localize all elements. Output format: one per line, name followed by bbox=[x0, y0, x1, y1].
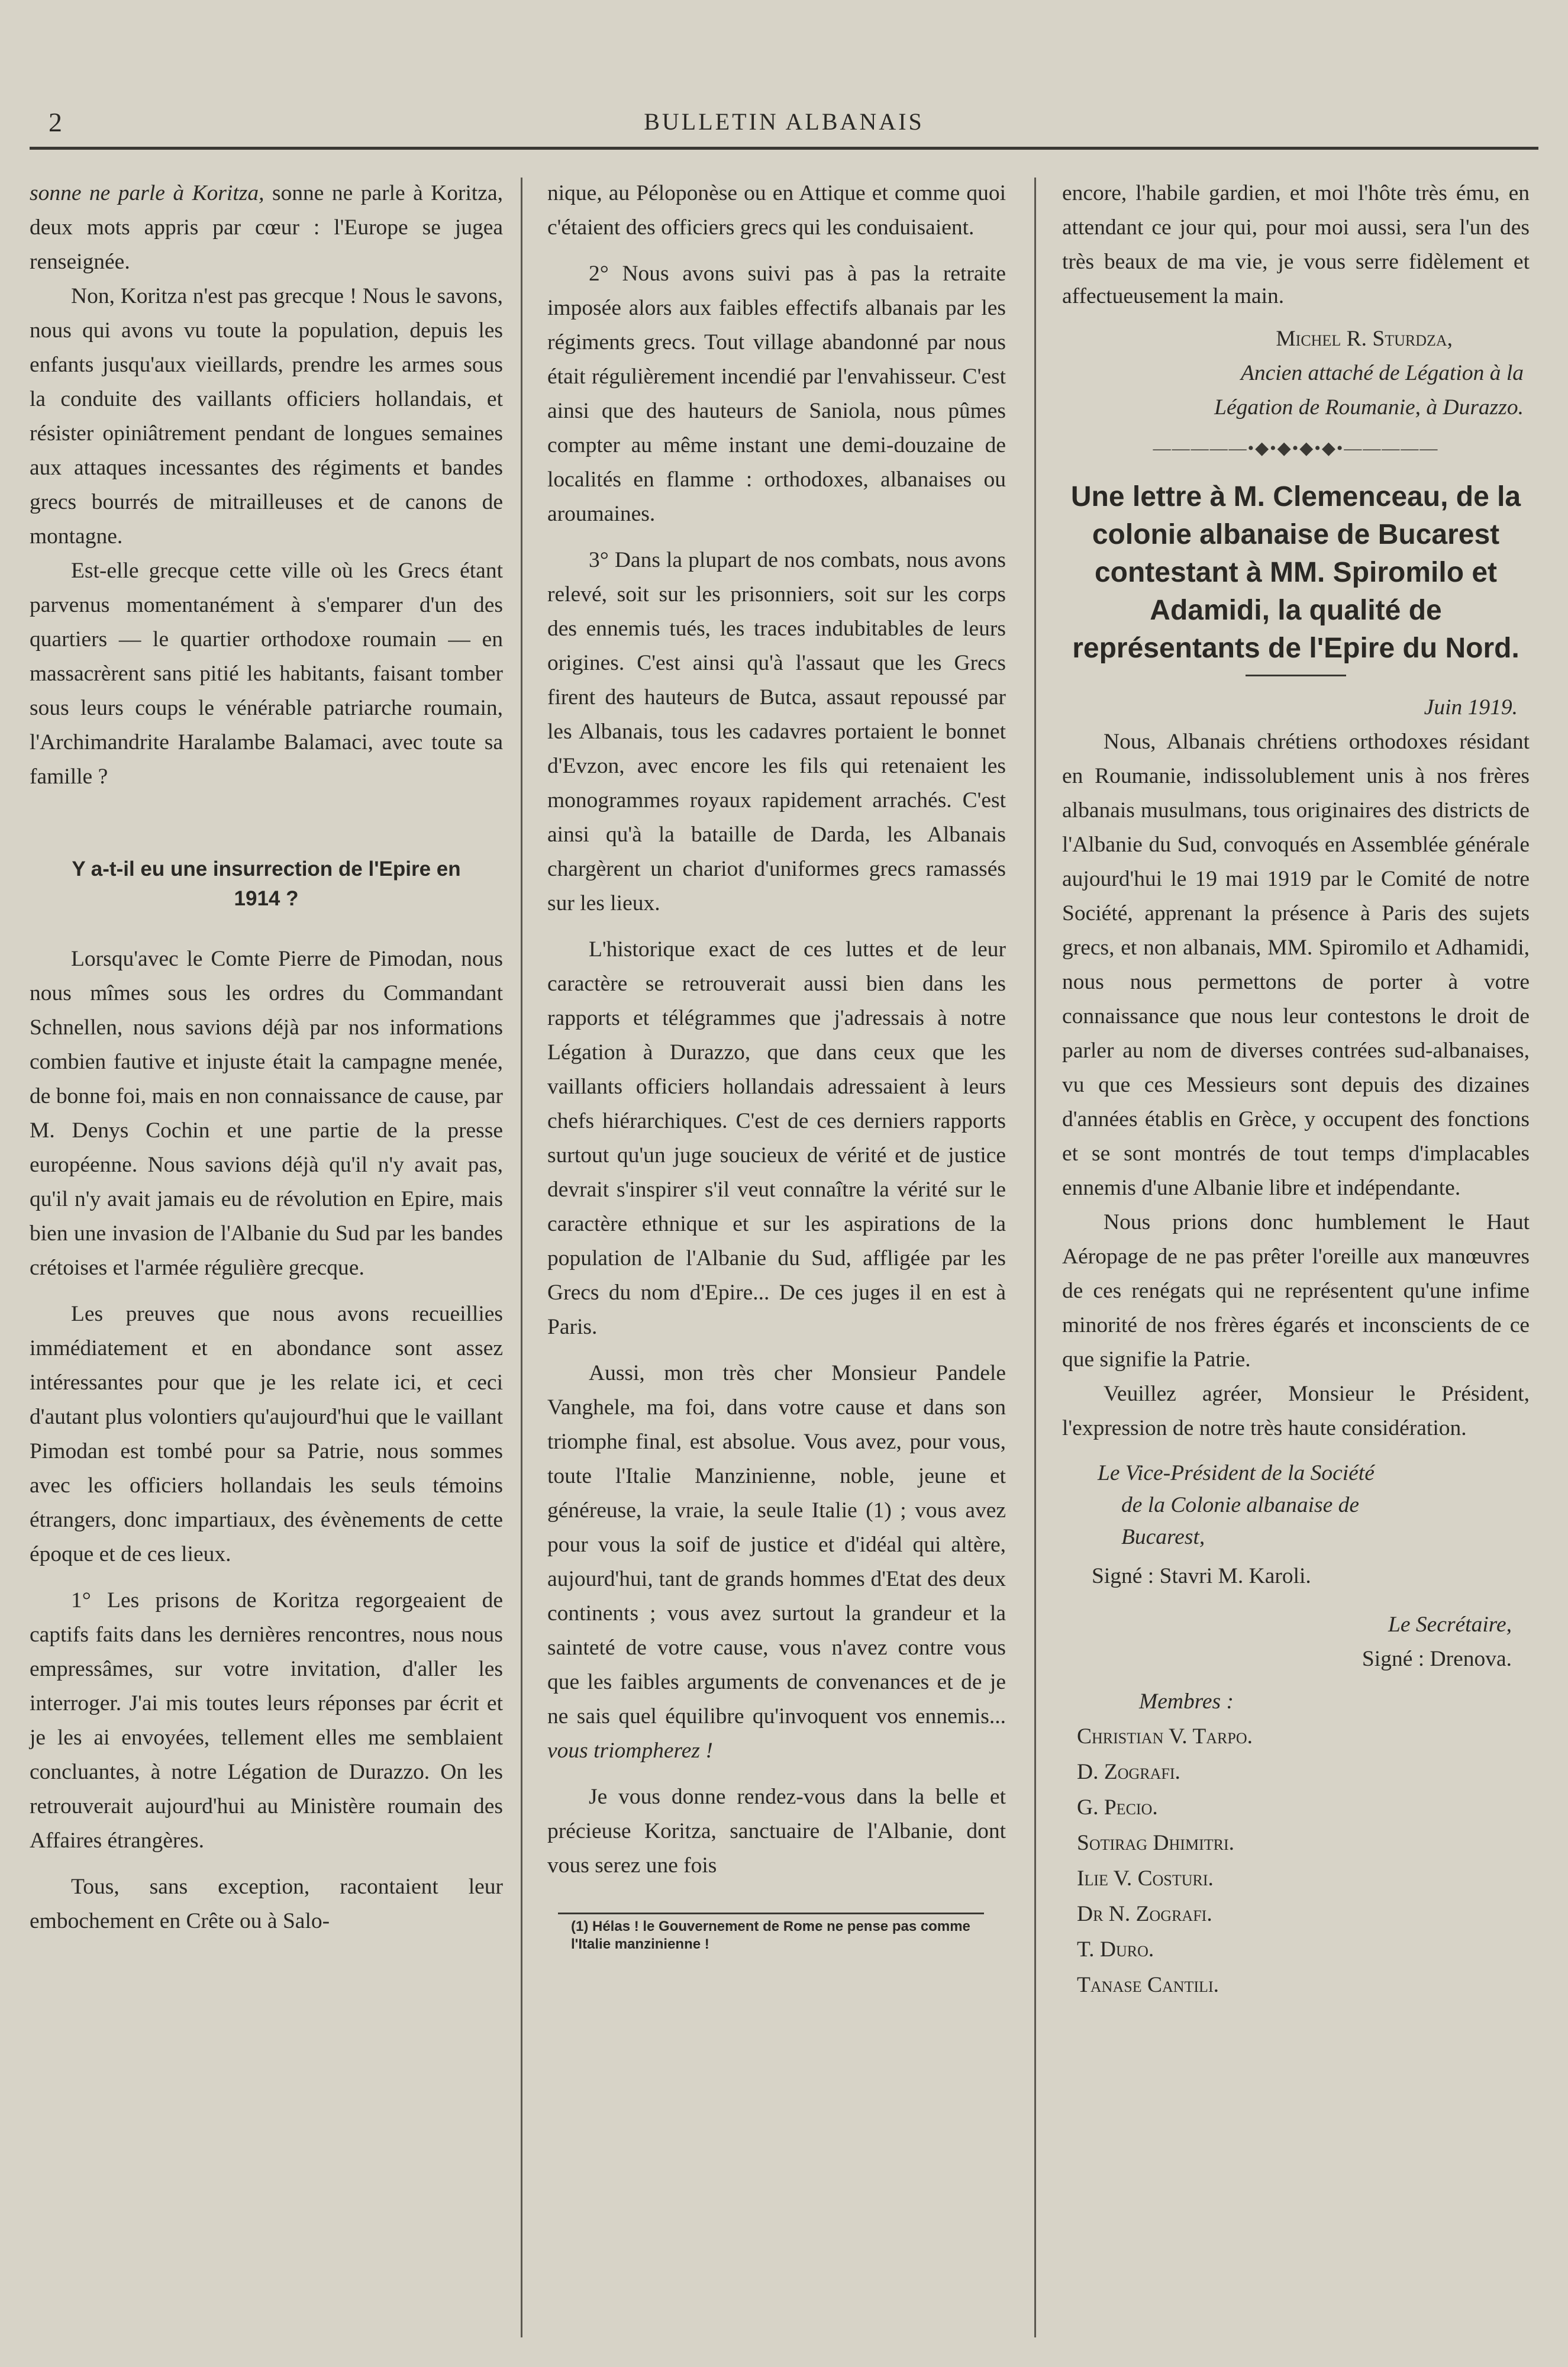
vice-president-block bbox=[1062, 1457, 1530, 1553]
section-heading: Y a-t-il eu une insurrection de l'Epire en 1914 ? bbox=[72, 857, 461, 910]
secretary-title: Le Secrétaire, bbox=[1388, 1613, 1512, 1637]
page-number: 2 bbox=[49, 107, 62, 137]
article-headline: Une lettre à M. Clemenceau, de la colonie albanaise de Bucarest contestant à MM. Spiromilo et Adamidi, la qualité de représentants de l'Epire du Nord. bbox=[1070, 481, 1521, 664]
column-3 bbox=[1062, 176, 1530, 2003]
paragraph: nique, au Péloponèse ou en Attique et comme quoi c'étaient des officiers grecs qui les conduisaient. bbox=[547, 181, 1006, 240]
paragraph: 3° Dans la plupart de nos combats, nous avons relevé, soit sur les prisonniers, soit sur les corps des ennemis tués, les traces indubitables de leurs origines. C'est ainsi qu'à l'assaut que les Grecs firent des hauteurs de Butca, assaut repoussé par les Albanais, tous les cadavres portaient le bonnet d'Evzon, avec encore les fils qui retenaient les monogrammes royaux rapidement arrachés. C'est ainsi qu'à la bataille de Darda, les Albanais chargèrent un chariot d'uniformes grecs ramassés sur les lieux. bbox=[547, 548, 1006, 915]
paragraph: Est-elle grecque cette ville où les Grecs étant parvenus momentanément à s'emparer d'un des quartiers — le quartier orthodoxe roumain — en massacrèrent sans pitié les habitants, faisant tomber sous leurs coups le vénérable patriarche roumain, l'Archimandrite Haralambe Balamaci, avec toute sa famille ? bbox=[30, 559, 503, 789]
paragraph: Les preuves que nous avons recueillies immédiatement et en abondance sont assez intéressantes pour que je les relate ici, et ceci d'autant plus volontiers qu'aujourd'hui que le vaillant Pimodan est tombé pour sa Patrie, nous sommes avec les officiers hollandais les seuls témoins étrangers, donc impartiaux, des évènements de cette époque et de ces lieux. bbox=[30, 1302, 503, 1566]
page-header bbox=[30, 101, 1538, 154]
paragraph: Je vous donne rendez-vous dans la belle et précieuse Koritza, sanctuaire de l'Albanie, dont vous serez une fois bbox=[547, 1785, 1006, 1878]
paragraph: Tous, sans exception, racontaient leur embochement en Crête ou à Salo- bbox=[30, 1875, 503, 1933]
members-label: Membres : bbox=[1139, 1689, 1234, 1714]
letter-date: Juin 1919. bbox=[1424, 695, 1518, 720]
paragraph: Nous, Albanais chrétiens orthodoxes résidant en Roumanie, indissolublement unis à nos frères albanais musulmans, tous originaires des districts de l'Albanie du Sud, convoqués en Assemblée générale aujourd'hui le 19 mai 1919 par le Comité de notre Société, apprenant la présence à Paris des sujets grecs, et non albanais, MM. Spiromilo et Adhamidi, nous nous permettons de porter à votre connaissance que nous leur contestons le droit de parler au nom de diverses contrées sud-albanaises, vu que ces Messieurs sont depuis des dizaines d'années établis en Grèce, y occupent des fonctions et se sont montrés de tout temps d'implacables ennemis d'une Albanie libre et indépendante. bbox=[1062, 730, 1530, 1200]
member-name: Ilie V. Costuri. bbox=[1077, 1866, 1214, 1891]
member-name: D. Zografi. bbox=[1077, 1760, 1180, 1784]
vp-title-line: Bucarest, bbox=[1121, 1525, 1205, 1549]
paragraph bbox=[547, 1356, 1006, 1768]
paragraph bbox=[30, 176, 503, 279]
journal-title: BULLETIN ALBANAIS bbox=[644, 108, 924, 135]
footnote: (1) Hélas ! le Gouvernement de Rome ne pense pas comme l'Italie manzinienne ! bbox=[571, 1918, 970, 1952]
paragraph: 1° Les prisons de Koritza regorgeaient de captifs faits dans les dernières rencontres, nous nous empressâmes, sur votre invitation, d'aller les interroger. J'ai mis toutes leurs réponses par écrit et je les ai envoyées, tellement elles me semblaient concluantes, à notre Légation de Durazzo. On les retrouverait aujourd'hui au Ministère roumain des Affaires étrangères. bbox=[30, 1588, 503, 1853]
vp-title-line: de la Colonie albanaise de bbox=[1121, 1493, 1360, 1517]
italic-exclamation: vous triompherez ! bbox=[547, 1739, 713, 1763]
vp-title-line: Le Vice-Président de la Société bbox=[1098, 1461, 1375, 1485]
member-name: Tanase Cantili. bbox=[1077, 1973, 1219, 1997]
member-name: Dr N. Zografi. bbox=[1077, 1902, 1212, 1926]
member-name: Christian V. Tarpo. bbox=[1077, 1724, 1253, 1749]
column-2 bbox=[547, 176, 1006, 1953]
paragraph: encore, l'habile gardien, et moi l'hôte très ému, en attendant ce jour qui, pour moi aussi, sera l'un des très beaux de ma vie, je vous serre fidèlement et affectueusement la main. bbox=[1062, 181, 1530, 308]
member-name: Sotirag Dhimitri. bbox=[1077, 1831, 1234, 1855]
members-list bbox=[1062, 1719, 1530, 2003]
footnote-rule bbox=[558, 1913, 984, 1914]
italic-text: sonne ne parle à Koritza, bbox=[30, 181, 264, 205]
paragraph: Non, Koritza n'est pas grecque ! Nous le savons, nous qui avons vu toute la population, depuis les enfants jusqu'aux vieillards, prendre les armes sous la conduite des vaillants officiers hollandais, et résister opiniâtrement pendant de longues semaines aux attaques incessantes des régiments et bandes grecs bourrés de mitrailleuses et de canons de montagne. bbox=[30, 284, 503, 549]
column-divider-2 bbox=[1034, 178, 1036, 2337]
signature-title: Ancien attaché de Légation à la bbox=[1240, 361, 1524, 385]
paragraph: L'historique exact de ces luttes et de leur caractère se retrouverait aussi bien dans les rapports et télégrammes que j'adressais à notre Légation à Durazzo, que dans ceux que les vaillants officiers hollandais adressaient à leurs chefs hiérarchiques. C'est de ces derniers rapports surtout qu'un juge soucieux de vérité et de justice devrait s'inspirer s'il veut connaître la vérité sur le caractère ethnique et sur les aspirations de la population de l'Albanie du Sud, affligée par les Grecs du nom d'Epire... De ces juges il en est à Paris. bbox=[547, 937, 1006, 1339]
paragraph-text: Aussi, mon très cher Monsieur Pandele Vanghele, ma foi, dans votre cause et dans son triomphe final, est absolue. Vous avez, pour vous, toute l'Italie Manzinienne, noble, jeune et généreuse, la vraie, la seule Italie (1) ; vous avez pour vous la soif de justice et d'idéal qui altère, aujourd'hui, tant de grands hommes d'Etat des deux continents ; vous avez surtout la grandeur et la sainteté de votre cause, vous n'avez contre vous que les faibles arguments de convenances et de je ne sais quel équilibre qu'invoquent vos ennemis... bbox=[547, 1361, 1006, 1729]
ornament-divider: —————•◆•◆•◆•◆•————— bbox=[1153, 438, 1439, 458]
member-name: G. Pecio. bbox=[1077, 1795, 1158, 1820]
paragraph: Veuillez agréer, Monsieur le Président, l'expression de notre très haute considération. bbox=[1062, 1382, 1530, 1440]
column-1 bbox=[30, 176, 503, 1939]
header-rule bbox=[30, 147, 1538, 150]
signature-title: Légation de Roumanie, à Durazzo. bbox=[1214, 395, 1524, 420]
signature-name: Michel R. Sturdza, bbox=[1276, 327, 1453, 351]
paragraph: 2° Nous avons suivi pas à pas la retraite imposée alors aux faibles effectifs albanais par les régiments grecs. Tout village abandonné par nous était régulièrement incendié par l'envahisseur. C'est ainsi que des hauteurs de Saniola, nous pûmes compter au même instant une demi-douzaine de localités en flamme : orthodoxes, albanaises ou aroumaines. bbox=[547, 262, 1006, 526]
paragraph-text: sonne ne parle à Koritza, deux mots appris par cœur : l'Europe se jugea renseignée. bbox=[30, 181, 504, 274]
vp-signed: Signé : Stavri M. Karoli. bbox=[1092, 1564, 1311, 1588]
secretary-signed: Signé : Drenova. bbox=[1361, 1647, 1512, 1671]
headline-rule bbox=[1246, 675, 1346, 676]
member-name: T. Duro. bbox=[1077, 1937, 1154, 1962]
paragraph: Lorsqu'avec le Comte Pierre de Pimodan, nous nous mîmes sous les ordres du Commandant Schnellen, nous savions déjà par nos informations combien fautive et injuste était la campagne menée, de bonne foi, mais en non connaissance de cause, par M. Denys Cochin et une partie de la presse européenne. Nous savions déjà qu'il n'y avait pas, qu'il n'y avait jamais eu de révolution en Epire, mais bien une invasion de l'Albanie du Sud par les bandes crétoises et l'armée régulière grecque. bbox=[30, 947, 503, 1280]
column-divider-1 bbox=[521, 178, 522, 2337]
paragraph: Nous prions donc humblement le Haut Aéropage de ne pas prêter l'oreille aux manœuvres de ces renégats qui ne représentent qu'une infime minorité de nos frères égarés et inconscients de ce que signifie la Patrie. bbox=[1062, 1210, 1530, 1372]
